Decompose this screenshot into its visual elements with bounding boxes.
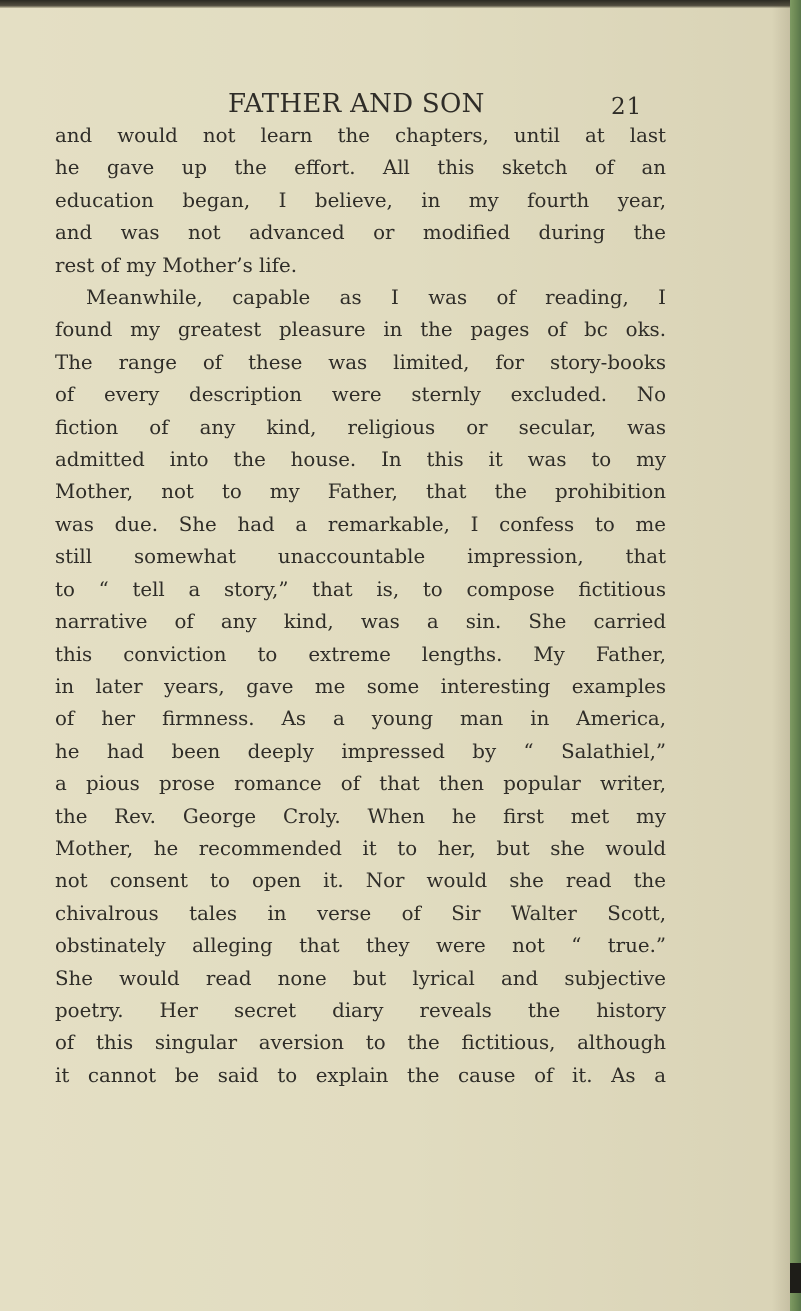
text-line: found my greatest pleasure in the pages of bc oks. — [55, 318, 666, 342]
text-line: in later years, gave me some interesting examples — [55, 674, 666, 698]
text-line: chivalrous tales in verse of Sir Walter Scott, — [55, 901, 666, 925]
text-line: this conviction to extreme lengths. My Father, — [55, 642, 666, 666]
page-header — [0, 86, 801, 122]
text-line: Mother, not to my Father, that the prohibition — [55, 480, 666, 504]
text-line: he gave up the effort. All this sketch of an — [55, 156, 666, 180]
text-line: admitted into the house. In this it was to my — [55, 448, 666, 472]
text-line: of her firmness. As a young man in America, — [55, 707, 666, 731]
text-line: and was not advanced or modified during the — [55, 221, 666, 245]
top-page-edge — [0, 0, 790, 8]
text-line: of this singular aversion to the fictitious, although — [55, 1031, 666, 1055]
page-number: 21 — [611, 94, 643, 120]
text-line: a pious prose romance of that then popular writer, — [55, 772, 666, 796]
right-binding-edge — [790, 0, 801, 1311]
text-line: he had been deeply impressed by “ Salathiel,” — [55, 739, 666, 763]
text-line: poetry. Her secret diary reveals the history — [55, 998, 666, 1022]
text-line: of every description were sternly excluded. No — [55, 383, 666, 407]
text-line: it cannot be said to explain the cause of it. As a — [55, 1063, 666, 1087]
text-line: the Rev. George Croly. When he first met my — [55, 804, 666, 828]
right-gutter-shadow — [772, 0, 790, 1311]
binding-mark — [790, 1263, 801, 1293]
text-line: fiction of any kind, religious or secular, was — [55, 415, 666, 439]
text-line: obstinately alleging that they were not “ true.” — [55, 934, 666, 958]
text-line: Meanwhile, capable as I was of reading, I — [86, 286, 666, 310]
text-line: and would not learn the chapters, until at last — [55, 124, 666, 147]
text-line: still somewhat unaccountable impression, that — [55, 545, 666, 569]
running-title: FATHER AND SON — [228, 89, 485, 119]
text-line: She would read none but lyrical and subjective — [55, 966, 666, 990]
body-text — [55, 120, 666, 1092]
text-line: The range of these was limited, for story-books — [55, 350, 666, 374]
text-line: not consent to open it. Nor would she read the — [55, 869, 666, 893]
text-line: Mother, he recommended it to her, but she would — [55, 836, 666, 860]
text-line: education began, I believe, in my fourth year, — [55, 188, 666, 212]
text-line: rest of my Mother’s life. — [55, 253, 298, 277]
text-line: to “ tell a story,” that is, to compose fictitious — [55, 577, 666, 601]
text-line: narrative of any kind, was a sin. She carried — [55, 610, 666, 634]
text-line: was due. She had a remarkable, I confess to me — [55, 512, 666, 536]
